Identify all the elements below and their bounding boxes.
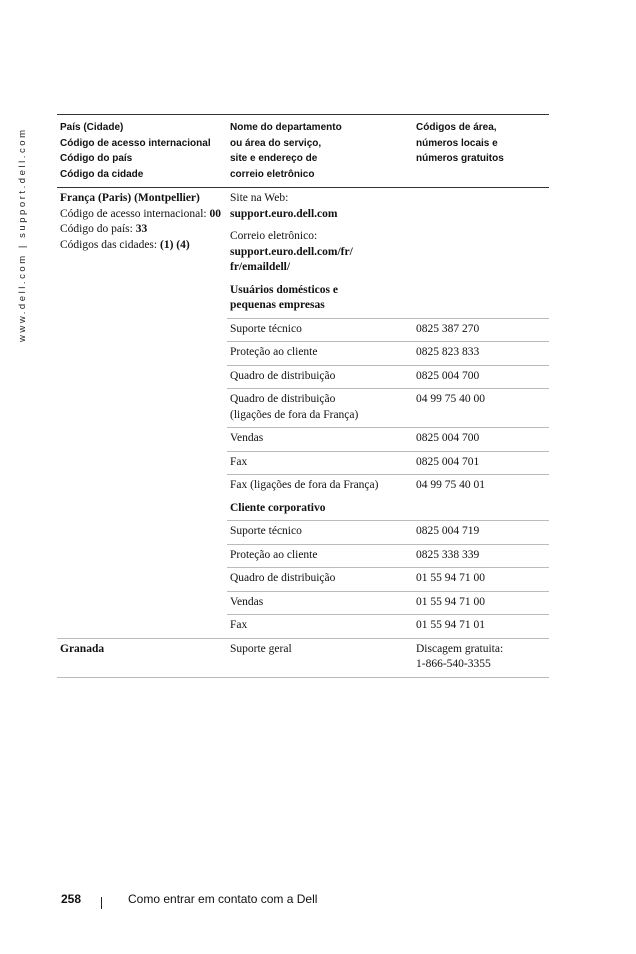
header-line: Código da cidade xyxy=(60,168,144,180)
header-line: País (Cidade) xyxy=(60,122,124,133)
footer-title: Como entrar em contato com a Dell xyxy=(128,892,318,906)
service-name-note: (ligações de fora da França) xyxy=(230,408,359,421)
country-name: França (Paris) (Montpellier) xyxy=(60,192,200,204)
phone-number: 04 99 75 40 01 xyxy=(416,479,485,491)
web-site-cell xyxy=(227,188,413,227)
phone-number: 01 55 94 71 00 xyxy=(413,568,549,592)
city-codes-value: (1) (4) xyxy=(159,238,190,251)
service-name: Fax xyxy=(227,451,413,475)
phone-number: 1-866-540-3355 xyxy=(416,658,491,670)
header-line: Código do país xyxy=(60,153,133,164)
country-code-value: 33 xyxy=(135,223,148,235)
phone-number: 0825 387 270 xyxy=(413,318,549,342)
toll-free-label: Discagem gratuita: xyxy=(416,642,504,655)
phone-number: 01 55 94 71 01 xyxy=(413,615,549,639)
country-code-label: Código do país: xyxy=(60,223,133,235)
service-name: Suporte geral xyxy=(227,639,413,678)
side-url-text: www.dell.com | support.dell.com xyxy=(17,127,28,343)
service-name: Vendas xyxy=(227,428,413,452)
phone-number: 0825 004 700 xyxy=(413,365,549,389)
home-heading-line: pequenas empresas xyxy=(230,299,325,311)
country-code xyxy=(60,222,224,238)
web-label: Site na Web: xyxy=(230,192,289,204)
phone-number: 0825 004 719 xyxy=(413,521,549,545)
phone-number: 04 99 75 40 00 xyxy=(413,389,549,428)
header-line: números locais e xyxy=(416,137,498,149)
phone-number-cell xyxy=(413,639,549,678)
home-heading-line: Usuários domésticos e xyxy=(230,283,338,296)
empty-cell xyxy=(413,498,549,521)
city-codes xyxy=(60,238,224,254)
corp-heading: Cliente corporativo xyxy=(227,498,413,521)
phone-number: 0825 004 701 xyxy=(413,451,549,475)
country-name: Granada xyxy=(57,639,227,678)
table-header-row xyxy=(57,115,549,188)
city-codes-label: Códigos das cidades: xyxy=(60,238,158,251)
email-cell xyxy=(227,226,413,280)
header-line: Código de acesso internacional xyxy=(60,137,211,149)
empty-cell xyxy=(413,280,549,319)
service-name: Quadro de distribuição xyxy=(227,568,413,592)
access-code-label: Código de acesso internacional: xyxy=(60,207,207,220)
france-country-cell xyxy=(57,188,227,639)
header-line: Códigos de área, xyxy=(416,122,497,133)
access-code xyxy=(60,207,224,223)
service-name: Suporte técnico xyxy=(227,318,413,342)
header-line: Nome do departamento xyxy=(230,122,342,133)
page-number: 258 xyxy=(61,892,82,906)
header-line: correio eletrônico xyxy=(230,168,315,180)
phone-number: 01 55 94 71 00 xyxy=(413,591,549,615)
header-line: números gratuitos xyxy=(416,153,504,164)
service-name: Proteção ao cliente xyxy=(227,342,413,366)
header-department xyxy=(227,115,413,188)
email-link[interactable]: support.euro.dell.com/fr/ xyxy=(230,245,353,258)
empty-cell xyxy=(413,188,549,227)
table-row xyxy=(57,188,549,227)
home-heading xyxy=(227,280,413,319)
header-line: site e endereço de xyxy=(230,153,318,164)
phone-number: 0825 004 700 xyxy=(413,428,549,452)
web-link[interactable]: support.euro.dell.com xyxy=(230,207,338,220)
header-line: ou área do serviço, xyxy=(230,137,322,149)
phone-number: 0825 823 833 xyxy=(413,342,549,366)
service-name: Fax (ligações de fora da França) xyxy=(230,479,379,491)
service-name: Quadro de distribuição xyxy=(227,365,413,389)
service-name: Quadro de distribuição xyxy=(230,393,336,405)
email-link-cont[interactable]: fr/emaildell/ xyxy=(230,261,291,273)
header-numbers xyxy=(413,115,549,188)
contact-table xyxy=(57,114,549,678)
service-name: Fax xyxy=(227,615,413,639)
email-label: Correio eletrônico: xyxy=(230,230,318,242)
service-name: Proteção ao cliente xyxy=(227,544,413,568)
service-name: Vendas xyxy=(227,591,413,615)
service-name-cell xyxy=(227,389,413,428)
phone-number: 0825 338 339 xyxy=(413,544,549,568)
service-name: Suporte técnico xyxy=(227,521,413,545)
table-row xyxy=(57,639,549,678)
footer-divider xyxy=(101,897,102,909)
empty-cell xyxy=(413,226,549,280)
access-code-value: 00 xyxy=(209,207,221,220)
header-country xyxy=(57,115,227,188)
